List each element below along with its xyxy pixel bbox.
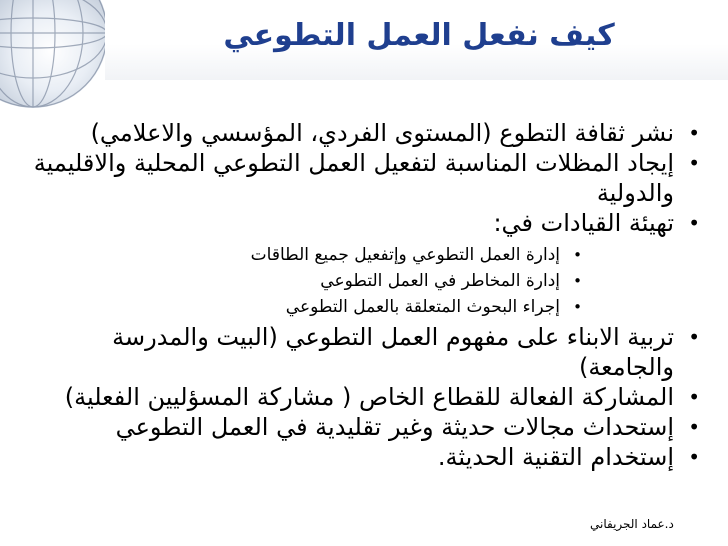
bullet-item	[26, 412, 704, 442]
sub-bullet-list	[26, 242, 674, 320]
bullet-icon: •	[688, 385, 700, 409]
bullet-item	[26, 322, 704, 382]
author-name: د.عماد الجريفاني	[590, 517, 674, 531]
sub-bullet-icon: •	[573, 272, 582, 290]
bullet-icon: •	[688, 151, 700, 175]
sub-bullet-text: إجراء البحوث المتعلقة بالعمل التطوعي	[285, 297, 560, 317]
bullet-icon: •	[688, 415, 700, 439]
bullet-text: إستخدام التقنية الحديثة.	[437, 443, 674, 471]
bullet-text: تربية الابناء على مفهوم العمل التطوعي (البيت والمدرسة والجامعة)	[112, 323, 674, 381]
sub-bullet-icon: •	[573, 298, 582, 316]
bullet-icon: •	[688, 211, 700, 235]
bullet-icon: •	[688, 445, 700, 469]
bullet-text: المشاركة الفعالة للقطاع الخاص ( مشاركة المسؤليين الفعلية)	[64, 383, 674, 411]
bullet-item	[26, 208, 704, 320]
bullet-icon: •	[688, 121, 700, 145]
sub-bullet-item	[26, 268, 674, 294]
bullet-text: نشر ثقافة التطوع (المستوى الفردي، المؤسسي والاعلامي)	[90, 119, 674, 147]
sub-bullet-item	[26, 242, 674, 268]
bullet-icon: •	[688, 325, 700, 349]
sub-bullet-item	[26, 294, 674, 320]
bullet-list	[26, 118, 704, 472]
bullet-text: إستحداث مجالات حديثة وغير تقليدية في العمل التطوعي	[115, 413, 674, 441]
bullet-item	[26, 382, 704, 412]
sub-bullet-icon: •	[573, 246, 582, 264]
globe-decoration	[0, 0, 108, 108]
bullet-text: إيجاد المظلات المناسبة لتفعيل العمل التطوعي المحلية والاقليمية والدولية	[33, 149, 674, 207]
sub-bullet-text: إدارة المخاطر في العمل التطوعي	[320, 271, 560, 291]
slide-title: كيف نفعل العمل التطوعي	[223, 18, 615, 53]
bullet-item	[26, 148, 704, 208]
bullet-item	[26, 442, 704, 472]
slide-content	[26, 118, 704, 472]
bullet-text: تهيئة القيادات في:	[493, 209, 674, 237]
bullet-item	[26, 118, 704, 148]
sub-bullet-text: إدارة العمل التطوعي وإتفعيل جميع الطاقات	[250, 245, 560, 265]
